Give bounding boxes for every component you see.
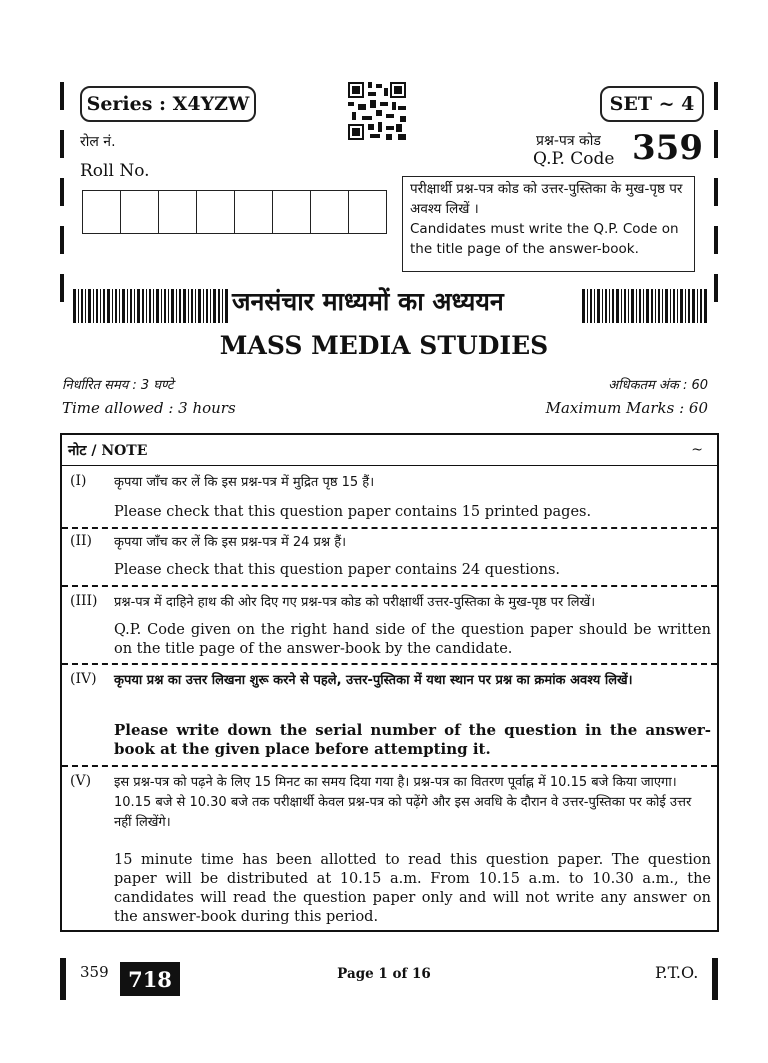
time-allowed-hindi: निर्धारित समय : 3 घण्टे: [62, 378, 174, 393]
note-item-english: Please check that this question paper contains 24 questions.: [114, 562, 560, 578]
roll-no-cell[interactable]: [234, 190, 273, 234]
qp-code-number: 359: [632, 128, 703, 168]
roll-no-hindi: रोल नं.: [80, 134, 116, 150]
note-item-hindi: इस प्रश्न-पत्र को पढ़ने के लिए 15 मिनट का समय दिया गया है। प्रश्न-पत्र का वितरण पूर्वाह्न में 10.15 बजे किया जाएगा। 10.15 बजे से 10.30 बजे तक परीक्षार्थी केवल प्रश्न-पत्र को पढ़ेंगे और इस अवधि के दौरान वे उत्तर-पुस्तिका पर कोई उत्तर नहीं लिखेंगे।: [114, 775, 692, 830]
note-item-english: Please check that this question paper contains 15 printed pages.: [114, 504, 592, 520]
note-item-english: Please write down the serial number of the question in the answer-book at the given place before attempting it.: [114, 721, 711, 758]
note-item-number: (III): [70, 593, 98, 609]
barcode-left-icon: [73, 289, 228, 323]
left-margin-dash: [60, 82, 64, 110]
note-divider: [62, 527, 717, 529]
footer-code: 359: [80, 963, 109, 981]
left-margin-dash: [60, 274, 64, 302]
page-number: Page 1 of 16: [337, 966, 431, 982]
roll-no-cell[interactable]: [348, 190, 387, 234]
note-heading: [62, 435, 717, 466]
right-margin-dash: [714, 226, 718, 254]
note-tilde: ~: [691, 442, 703, 458]
roll-no-boxes[interactable]: [82, 190, 386, 234]
note-item-hindi: कृपया जाँच कर लें कि इस प्रश्न-पत्र में मुद्रित पृष्ठ 15 हैं।: [114, 475, 375, 490]
left-margin-dash: [60, 226, 64, 254]
note-item-number: (II): [70, 533, 92, 549]
note-item-number: (V): [70, 773, 92, 789]
title-hindi: जनसंचार माध्यमों का अध्ययन: [232, 287, 504, 316]
roll-no-cell[interactable]: [120, 190, 159, 234]
right-margin-dash: [714, 178, 718, 206]
note-heading-text: नोट / NOTE: [68, 442, 148, 459]
time-allowed: Time allowed : 3 hours: [62, 399, 236, 417]
note-divider: [62, 765, 717, 767]
series-badge: Series : X4YZW: [80, 86, 256, 122]
roll-no-cell[interactable]: [310, 190, 349, 234]
roll-no-cell[interactable]: [158, 190, 197, 234]
roll-no-cell[interactable]: [196, 190, 235, 234]
note-item-hindi: कृपया प्रश्न का उत्तर लिखना शुरू करने से पहले, उत्तर-पुस्तिका में यथा स्थान पर प्रश्न का क्रमांक अवश्य लिखें।: [114, 673, 633, 688]
note-box: [60, 433, 719, 932]
note-item-number: (IV): [70, 671, 97, 687]
note-item-hindi: प्रश्न-पत्र में दाहिने हाथ की ओर दिए गए प्रश्न-पत्र कोड को परीक्षार्थी उत्तर-पुस्तिका के मुख-पृष्ठ पर लिखें।: [114, 595, 596, 610]
pto-label: P.T.O.: [655, 963, 699, 982]
notice-english: Candidates must write the Q.P. Code on the title page of the answer-book.: [410, 221, 679, 257]
max-marks-hindi: अधिकतम अंक : 60: [608, 378, 708, 393]
right-margin-dash: [714, 274, 718, 302]
qr-code-icon: [348, 82, 406, 140]
qp-code-notice: [402, 176, 695, 272]
right-margin-dash: [714, 82, 718, 110]
notice-hindi: परीक्षार्थी प्रश्न-पत्र कोड को उत्तर-पुस्तिका के मुख-पृष्ठ पर अवश्य लिखें ।: [410, 181, 683, 217]
footer-code-box: 718: [120, 962, 180, 996]
note-divider: [62, 585, 717, 587]
left-margin-dash: [60, 178, 64, 206]
note-item-hindi: कृपया जाँच कर लें कि इस प्रश्न-पत्र में 24 प्रश्न हैं।: [114, 535, 347, 550]
roll-no-label: Roll No.: [80, 161, 150, 181]
qp-code-label: Q.P. Code: [533, 149, 615, 169]
note-item-english: 15 minute time has been allotted to read this question paper. The question paper will be distributed at 10.15 a.m. From 10.15 a.m. to 10.30 a.m., the candidates will read the question paper only and will not write any answer on the answer-book during this period.: [114, 852, 711, 925]
note-item-number: (I): [70, 473, 87, 489]
max-marks: Maximum Marks : 60: [545, 399, 708, 417]
note-item-english: Q.P. Code given on the right hand side of the question paper should be written on the title page of the answer-book by the candidate.: [114, 622, 711, 657]
barcode-right-icon: [582, 289, 707, 323]
qp-code-hindi: प्रश्न-पत्र कोड: [536, 133, 601, 149]
right-margin-dash: [714, 130, 718, 158]
title-english: MASS MEDIA STUDIES: [219, 331, 549, 360]
roll-no-cell[interactable]: [82, 190, 121, 234]
note-divider: [62, 663, 717, 665]
roll-no-cell[interactable]: [272, 190, 311, 234]
left-margin-dash: [60, 130, 64, 158]
set-badge: SET ~ 4: [600, 86, 704, 122]
